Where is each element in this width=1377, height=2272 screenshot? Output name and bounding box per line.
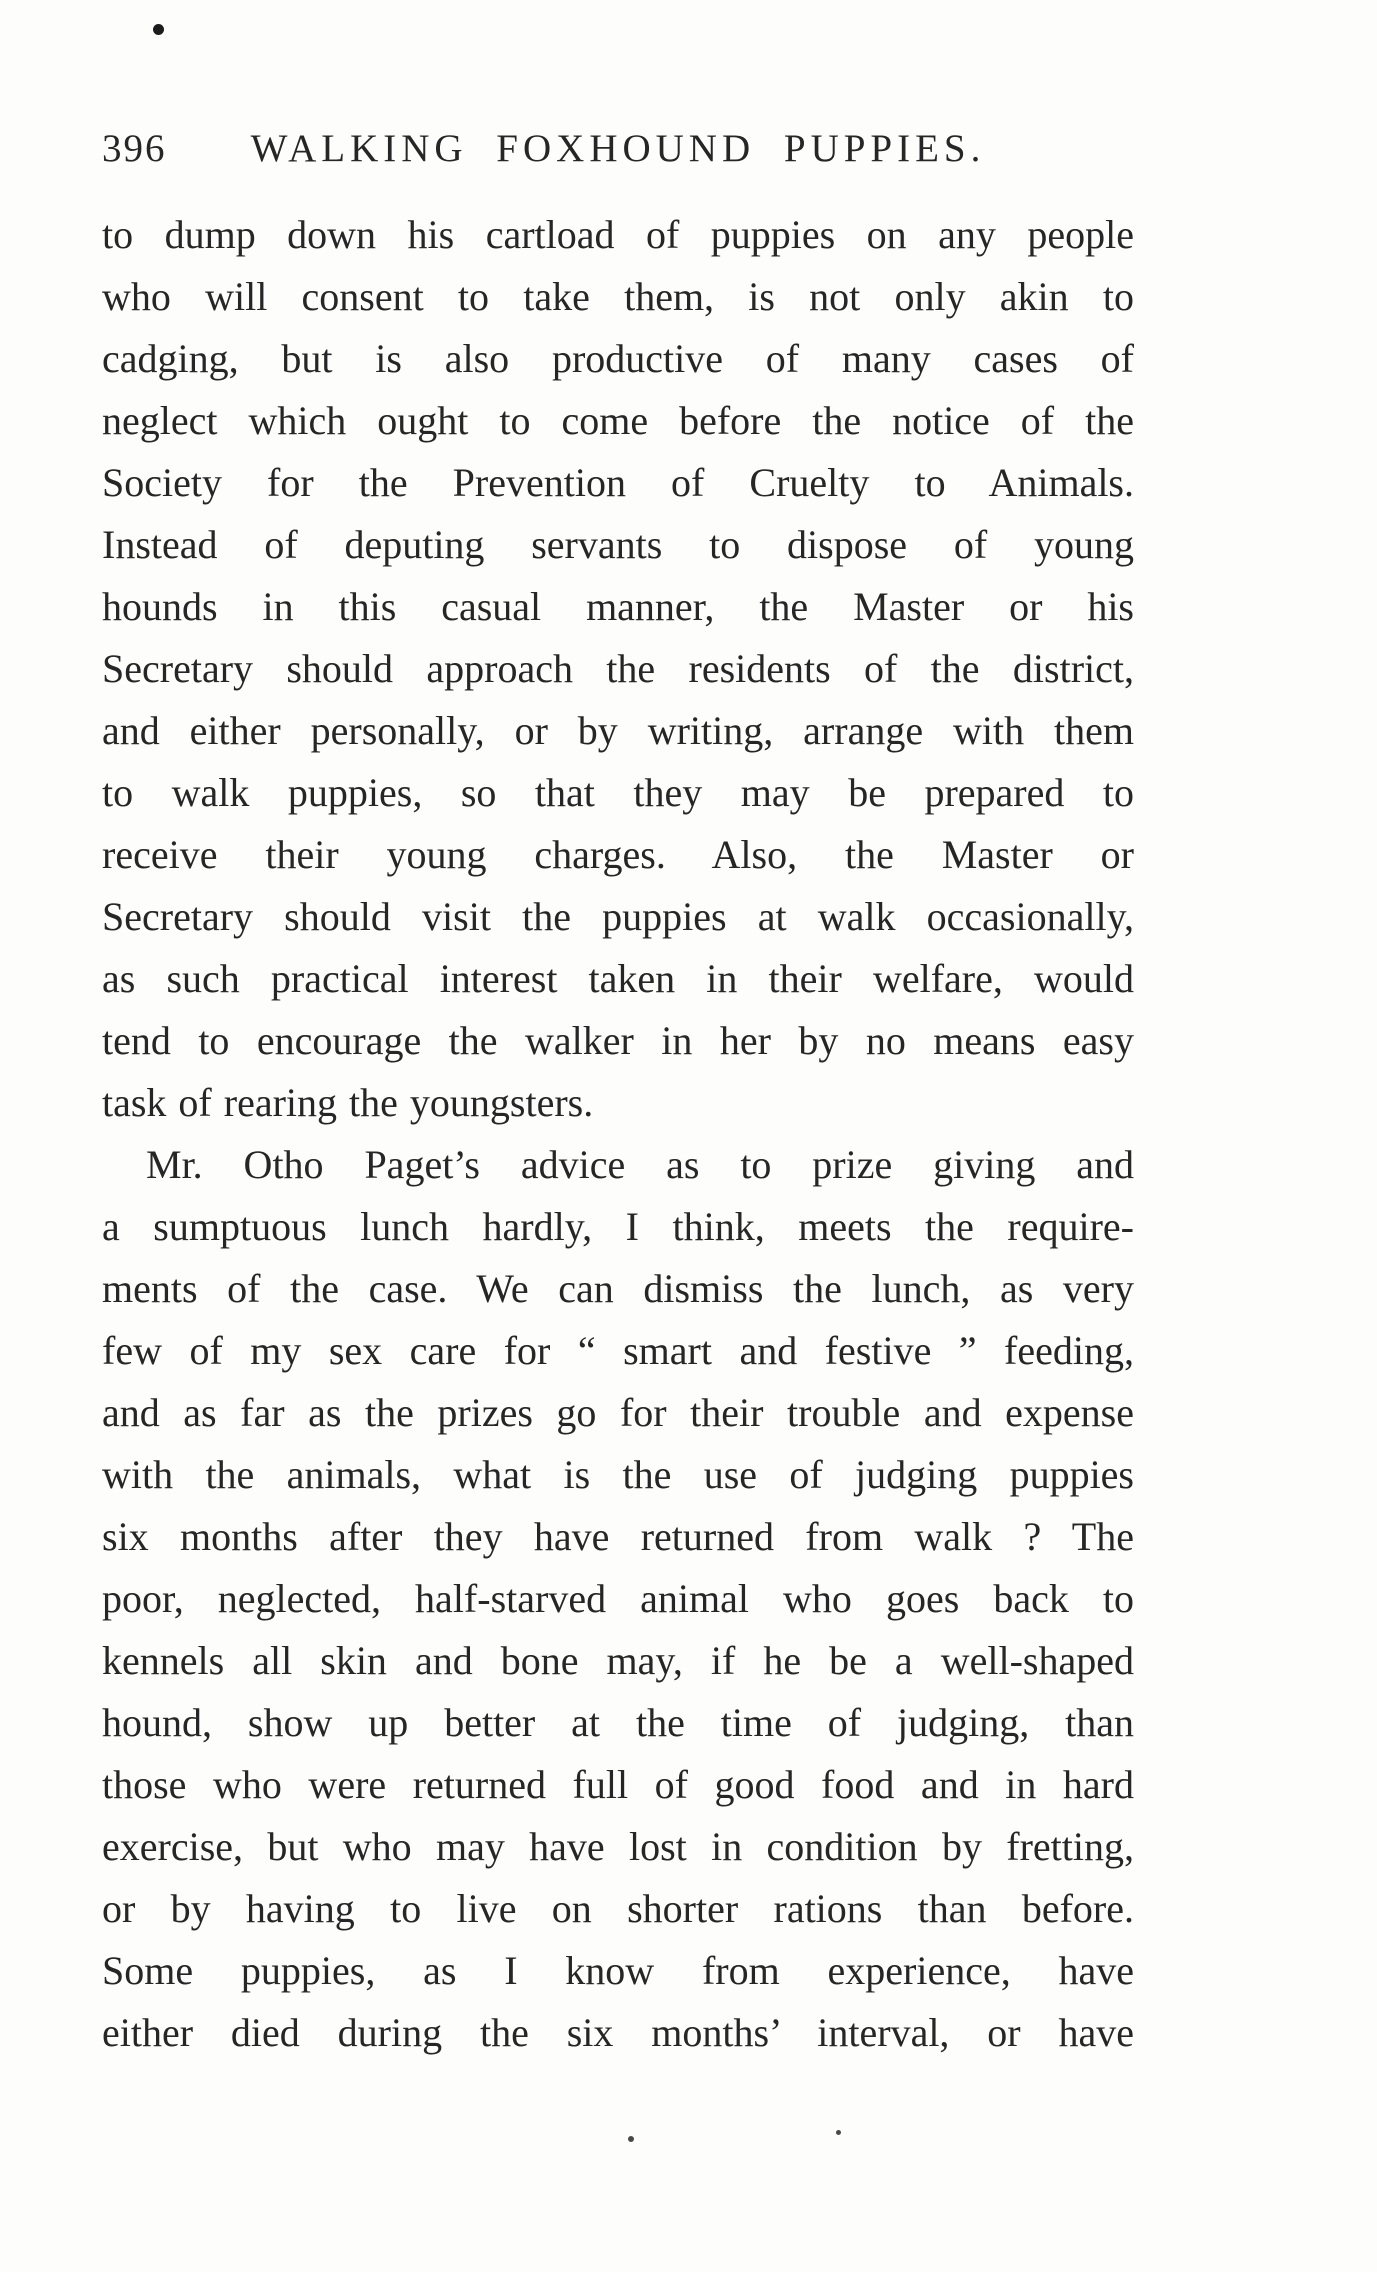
text-line: ments of the case. We can dismiss the lunch, as very	[102, 1266, 1134, 1311]
text-line: hound, show up better at the time of judging, than	[102, 1700, 1134, 1745]
text-line: or by having to live on shorter rations than before.	[102, 1886, 1134, 1931]
text-line: Some puppies, as I know from experience, have	[102, 1948, 1134, 1993]
text-line: tend to encourage the walker in her by no means easy	[102, 1018, 1134, 1063]
text-line: task of rearing the youngsters.	[102, 1080, 594, 1125]
text-line: Secretary should visit the puppies at walk occasionally,	[102, 894, 1134, 939]
text-line: receive their young charges. Also, the Master or	[102, 832, 1134, 877]
text-line: Society for the Prevention of Cruelty to Animals.	[102, 460, 1134, 505]
text-line: Instead of deputing servants to dispose of young	[102, 522, 1134, 567]
text-line: either died during the six months’ interval, or have	[102, 2010, 1134, 2055]
text-line: a sumptuous lunch hardly, I think, meets the require-	[102, 1204, 1134, 1249]
paragraph-1	[102, 204, 1134, 1134]
ink-speck-icon	[628, 2136, 634, 2142]
text-line: and either personally, or by writing, arrange with them	[102, 708, 1134, 753]
text-line: six months after they have returned from walk ? The	[102, 1514, 1134, 1559]
ink-speck-icon	[836, 2130, 841, 2135]
text-line: who will consent to take them, is not only akin to	[102, 274, 1134, 319]
ink-speck-icon	[153, 24, 164, 35]
text-line: neglect which ought to come before the notice of the	[102, 398, 1134, 443]
text-line: poor, neglected, half-starved animal who goes back to	[102, 1576, 1134, 1621]
text-line: and as far as the prizes go for their trouble and expense	[102, 1390, 1134, 1435]
text-line: Secretary should approach the residents of the district,	[102, 646, 1134, 691]
body-text	[102, 204, 1134, 2064]
text-line: those who were returned full of good food and in hard	[102, 1762, 1134, 1807]
page-number: 396	[102, 127, 167, 170]
text-line: Mr. Otho Paget’s advice as to prize giving and	[146, 1142, 1134, 1187]
text-line: to dump down his cartload of puppies on any people	[102, 212, 1134, 257]
text-line: kennels all skin and bone may, if he be a well-shaped	[102, 1638, 1134, 1683]
text-line: exercise, but who may have lost in condition by fretting,	[102, 1824, 1134, 1869]
text-line: few of my sex care for “ smart and festive ” feeding,	[102, 1328, 1134, 1373]
page-header	[102, 126, 1134, 182]
paragraph-2	[102, 1134, 1134, 2064]
text-line: cadging, but is also productive of many cases of	[102, 336, 1134, 381]
text-line: to walk puppies, so that they may be prepared to	[102, 770, 1134, 815]
running-title: WALKING FOXHOUND PUPPIES.	[250, 127, 986, 170]
text-line: with the animals, what is the use of judging puppies	[102, 1452, 1134, 1497]
page-content	[102, 126, 1134, 2064]
text-line: hounds in this casual manner, the Master or his	[102, 584, 1134, 629]
text-line: as such practical interest taken in their welfare, would	[102, 956, 1134, 1001]
